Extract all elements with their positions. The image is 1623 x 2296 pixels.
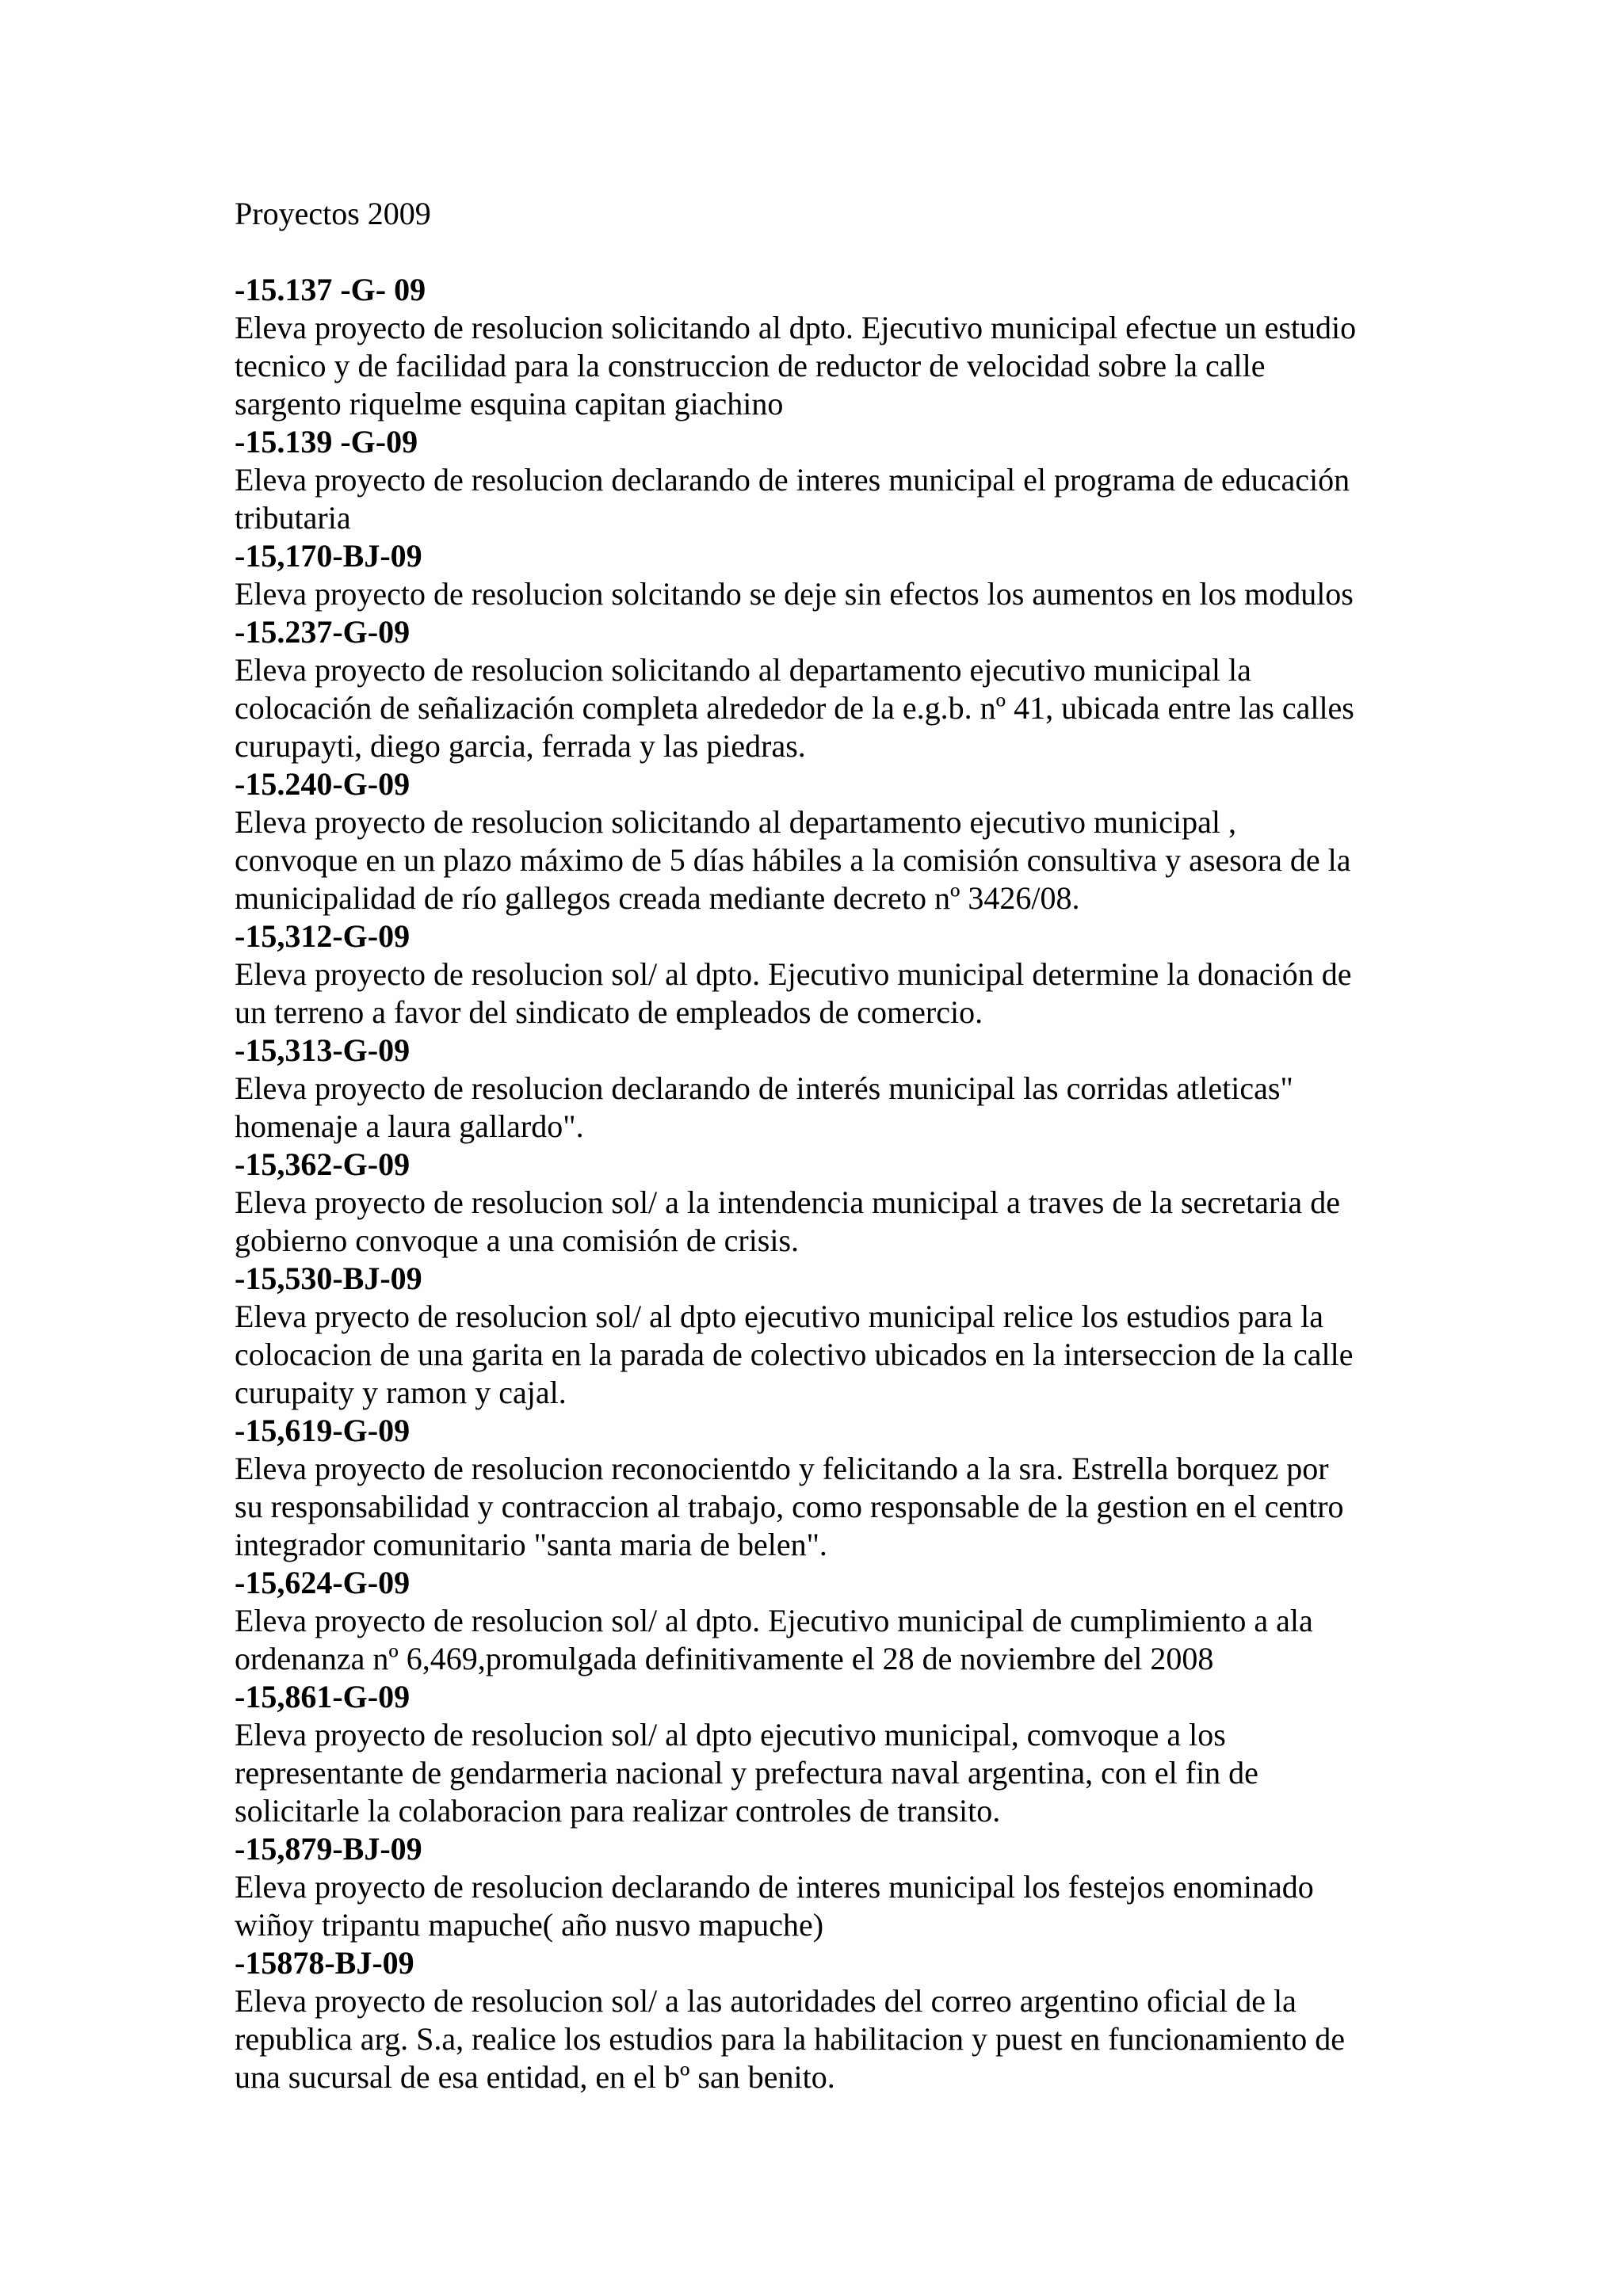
page-title: Proyectos 2009 — [235, 196, 431, 231]
entry-code: -15,624-G-09 — [235, 1565, 411, 1600]
entry-description-line: representante de gendarmeria nacional y prefectura naval argentina, con el fin de — [235, 1755, 1258, 1791]
entry-description-line: curupayti, diego garcia, ferrada y las piedras. — [235, 728, 806, 764]
entry-code: -15.139 -G-09 — [235, 424, 418, 460]
entry — [235, 613, 1423, 765]
entry-description-line: Eleva proyecto de resolucion solicitando al departamento ejecutivo municipal , — [235, 804, 1237, 840]
entry-code: -15,879-BJ-09 — [235, 1831, 422, 1867]
entry-description-line: colocación de señalización completa alrededor de la e.g.b. nº 41, ubicada entre las calles — [235, 690, 1354, 726]
entry-description-line: Eleva proyecto de resolucion solicitando al departamento ejecutivo municipal la — [235, 652, 1251, 688]
entry-description-line: municipalidad de río gallegos creada mediante decreto nº 3426/08. — [235, 880, 1080, 916]
entry-description-line: wiñoy tripantu mapuche( año nusvo mapuche) — [235, 1907, 824, 1943]
entry-code: -15.237-G-09 — [235, 614, 411, 650]
entry-code: -15,362-G-09 — [235, 1146, 411, 1182]
entry-description-line: Eleva proyecto de resolucion declarando de interes municipal los festejos enominado — [235, 1869, 1314, 1905]
entry — [235, 1830, 1423, 1944]
entry-description-line: Eleva proyecto de resolucion declarando de interes municipal el programa de educación — [235, 462, 1350, 498]
entry — [235, 423, 1423, 537]
entry-description-line: Eleva proyecto de resolucion reconocientdo y felicitando a la sra. Estrella borquez por — [235, 1451, 1329, 1486]
entry-description-line: una sucursal de esa entidad, en el bº san benito. — [235, 2059, 835, 2095]
entry-description-line: homenaje a laura gallardo". — [235, 1108, 584, 1144]
entry-code: -15,312-G-09 — [235, 918, 411, 954]
entry — [235, 1032, 1423, 1146]
entry-description-line: convoque en un plazo máximo de 5 días hábiles a la comisión consultiva y asesora de la — [235, 842, 1351, 878]
entry-code: -15,619-G-09 — [235, 1413, 411, 1448]
entry — [235, 1678, 1423, 1830]
entry-code: -15,861-G-09 — [235, 1679, 411, 1714]
entry-description-line: integrador comunitario "santa maria de belen". — [235, 1527, 827, 1562]
entry-description-line: tecnico y de facilidad para la construccion de reductor de velocidad sobre la calle — [235, 348, 1266, 383]
entry-description-line: Eleva proyecto de resolucion sol/ a las autoridades del correo argentino oficial de la — [235, 1983, 1296, 2019]
entry-description-line: sargento riquelme esquina capitan giachino — [235, 386, 784, 421]
entry-description-line: un terreno a favor del sindicato de empleados de comercio. — [235, 994, 983, 1030]
entry-code: -15,313-G-09 — [235, 1032, 411, 1068]
entry-description-line: solicitarle la colaboracion para realizar controles de transito. — [235, 1793, 1001, 1829]
entry — [235, 1260, 1423, 1412]
entry-code: -15878-BJ-09 — [235, 1945, 414, 1981]
entry-description-line: tributaria — [235, 500, 351, 536]
entry-description-line: Eleva proyecto de resolucion sol/ al dpto ejecutivo municipal, comvoque a los — [235, 1717, 1226, 1753]
entry-description-line: Eleva proyecto de resolucion sol/ al dpto. Ejecutivo municipal de cumplimiento a ala — [235, 1603, 1313, 1638]
entry — [235, 1146, 1423, 1260]
entry-code: -15,170-BJ-09 — [235, 538, 422, 574]
entry-code: -15.137 -G- 09 — [235, 272, 426, 307]
entry — [235, 1564, 1423, 1678]
entry — [235, 1944, 1423, 2096]
entry-code: -15,530-BJ-09 — [235, 1261, 422, 1296]
entry-description-line: Eleva proyecto de resolucion solicitando al dpto. Ejecutivo municipal efectue un estudio — [235, 310, 1357, 345]
entry-description-line: curupaity y ramon y cajal. — [235, 1375, 567, 1410]
entry-description-line: Eleva proyecto de resolucion sol/ a la intendencia municipal a traves de la secretaria de — [235, 1184, 1340, 1220]
entry-description-line: Eleva proyecto de resolucion solcitando se deje sin efectos los aumentos en los modulos — [235, 576, 1354, 612]
entry-description-line: Eleva proyecto de resolucion declarando de interés municipal las corridas atleticas" — [235, 1070, 1293, 1106]
entry-list — [235, 271, 1423, 2096]
entry — [235, 765, 1423, 917]
entry-description-line: gobierno convoque a una comisión de crisis. — [235, 1222, 800, 1258]
entry-description-line: su responsabilidad y contraccion al trabajo, como responsable de la gestion en el centro — [235, 1489, 1344, 1524]
entry-description-line: republica arg. S.a, realice los estudios para la habilitacion y puest en funcionamiento de — [235, 2021, 1346, 2057]
entry — [235, 917, 1423, 1032]
entry-description-line: Eleva pryecto de resolucion sol/ al dpto ejecutivo municipal relice los estudios para la — [235, 1299, 1324, 1334]
entry — [235, 1412, 1423, 1564]
entry — [235, 537, 1423, 613]
entry-description-line: colocacion de una garita en la parada de colectivo ubicados en la interseccion de la calle — [235, 1337, 1354, 1372]
entry-description-line: Eleva proyecto de resolucion sol/ al dpto. Ejecutivo municipal determine la donación de — [235, 956, 1352, 992]
entry — [235, 271, 1423, 423]
entry-code: -15.240-G-09 — [235, 766, 411, 802]
entry-description-line: ordenanza nº 6,469,promulgada definitivamente el 28 de noviembre del 2008 — [235, 1641, 1214, 1676]
